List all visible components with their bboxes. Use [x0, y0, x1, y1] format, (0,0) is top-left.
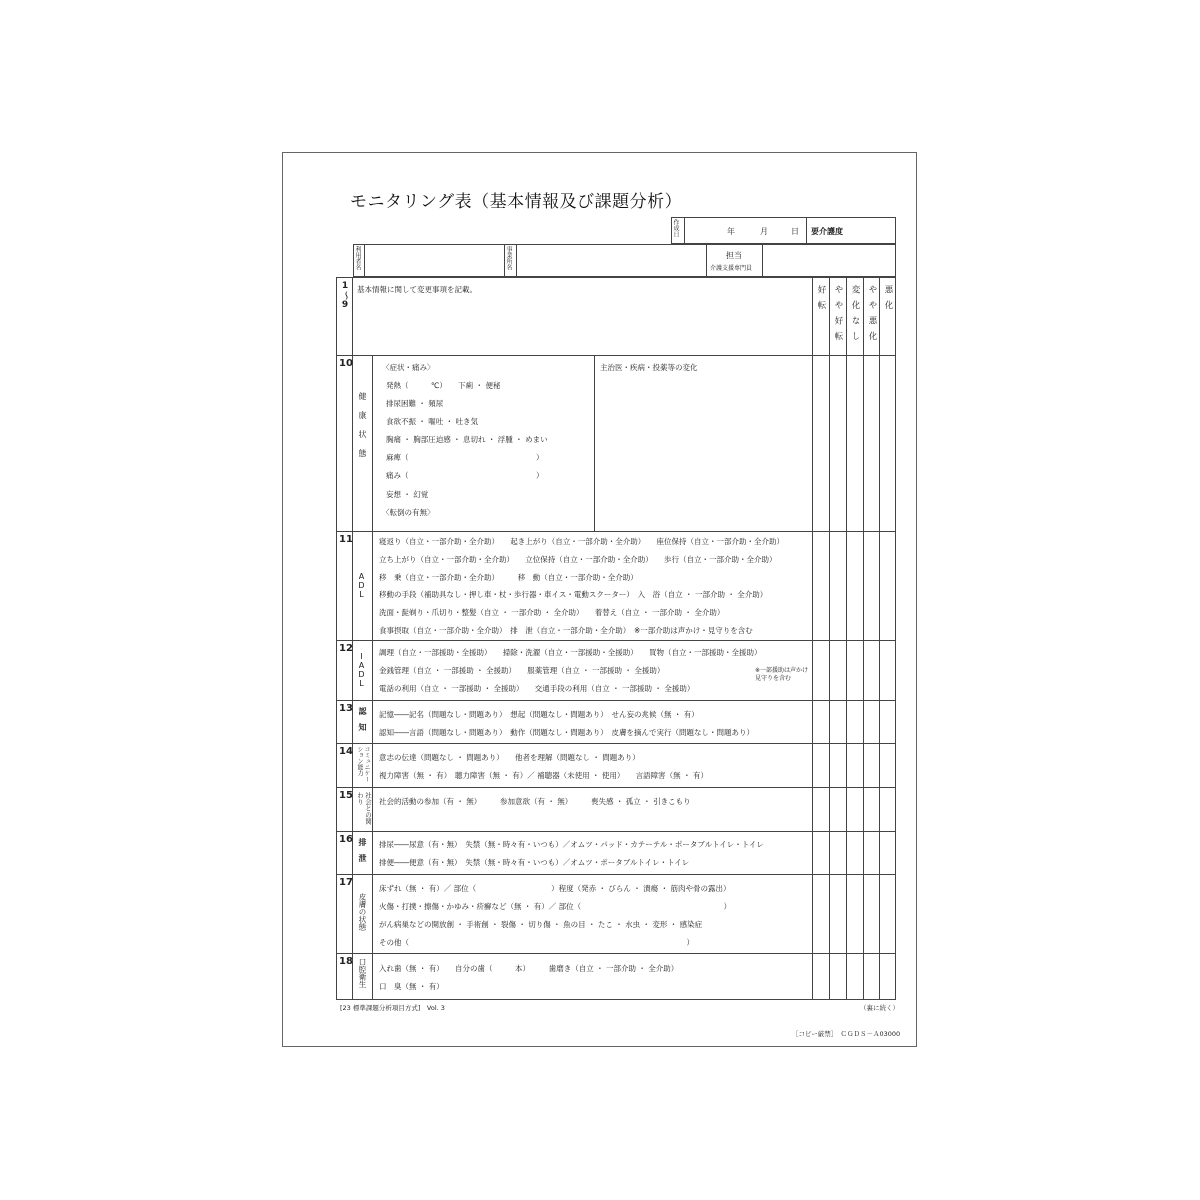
health-line-9: 〈転倒の有無〉 [382, 508, 435, 517]
excretion-line-1: 排尿――尿意（有・無） 失禁（無・時々有・いつも）／オムツ・パッド・カテーテル・ポータブルトイレ・トイレ [379, 840, 764, 849]
section-12-number: 12 [339, 643, 353, 654]
page-title: モニタリング表（基本情報及び課題分析） [350, 192, 683, 212]
adl-line-5: 洗面・髭剃り・爪切り・整髪（自立 ・ 一部介助 ・ 全介助） 着替え（自立 ・ 一部介助 ・ 全介助） [379, 608, 725, 617]
month-label: 月 [760, 227, 768, 236]
skin-line-3: がん病巣などの開放創 ・ 手術創 ・ 裂傷 ・ 切り傷 ・ 魚の目 ・ たこ ・ 水虫 ・ 変形 ・ 感染症 [379, 920, 703, 929]
iadl-line-2: 金銭管理（自立 ・ 一部援助 ・ 全援助） 服薬管理（自立 ・ 一部援助 ・ 全援助） [379, 666, 665, 675]
adl-line-2: 立ち上がり（自立・一部介助・全介助） 立位保持（自立・一部介助・全介助） 歩行（自立・一部介助・全介助） [379, 555, 777, 564]
footer-method-version: [23 標準課題分析項目方式] Vol. 3 [340, 1004, 445, 1012]
section-10-label: 健康状態 [358, 392, 367, 468]
health-line-6: 麻痺（ ） [386, 453, 544, 462]
skin-line-2: 火傷・打撲・擦傷・かゆみ・疥癬など（無 ・ 有）／ 部位（ ） [379, 902, 732, 911]
skin-line-4: その他（ ） [379, 938, 694, 947]
footer-product-code: ［コピー厳禁］ ＣＧＤＳ－Ａ03000 [792, 1030, 901, 1038]
communication-line-1: 意志の伝達（問題なし ・ 問題あり） 他者を理解（問題なし ・ 問題あり） [379, 753, 640, 762]
excretion-line-2: 排便――便意（有・無） 失禁（無・時々有・いつも）／オムツ・ポータブルトイレ・トイレ [379, 858, 690, 867]
section-14-label: コミュニケーション能力 [356, 746, 370, 782]
health-line-5: 胸痛 ・ 胸部圧迫感 ・ 息切れ ・ 浮腫 ・ めまい [386, 435, 548, 444]
user-name-label: 利用者名 [354, 246, 361, 270]
section-15-label: 社会との関わり [356, 792, 372, 825]
office-name-label: 事業所名 [505, 246, 512, 270]
eval-header-improved: 好転 [816, 285, 826, 316]
health-line-8: 妄想 ・ 幻覚 [386, 490, 429, 499]
iadl-note: ※一部援助は声かけ見守りを含む [755, 667, 809, 682]
iadl-line-1: 調理（自立・一部援助・全援助） 掃除・洗濯（自立・一部援助・全援助） 買物（自立・一部援助・全援助） [379, 648, 762, 657]
section-14-number: 14 [339, 746, 353, 757]
eval-header-slightly-worse: やや悪化 [867, 285, 877, 347]
oral-line-1: 入れ歯（無 ・ 有） 自分の歯（ 本） 歯磨き（自立 ・ 一部介助 ・ 全介助） [379, 964, 679, 973]
adl-line-1: 寝返り（自立・一部介助・全介助） 起き上がり（自立・一部介助・全介助） 座位保持（自立・一部介助・全介助） [379, 537, 784, 546]
section-18-label: 口腔衛生 [358, 958, 367, 988]
section-16-number: 16 [339, 834, 353, 845]
footer-continued: （裏に続く） [860, 1004, 899, 1012]
section-10-number: 10 [339, 358, 353, 369]
header-name-box [353, 244, 896, 277]
adl-line-6: 食事摂取（自立・一部介助・全介助） 排 泄（自立・一部介助・全介助） ※一部介助は声かけ・見守りを含む [379, 626, 753, 635]
section-1-9-text: 基本情報に関して変更事項を記載。 [357, 285, 477, 294]
skin-line-1: 床ずれ（無 ・ 有）／ 部位（ ）程度（発赤 ・ びらん ・ 潰瘍 ・ 筋肉や骨の露出） [379, 884, 731, 893]
iadl-line-3: 電話の利用（自立 ・ 一部援助 ・ 全援助） 交通手段の利用（自立 ・ 一部援助 ・ 全援助） [379, 684, 695, 693]
eval-header-no-change: 変化なし [850, 285, 860, 347]
cognition-line-2: 認知――言語（問題なし・問題あり） 動作（問題なし・問題あり） 皮膚を摘んで実行（問題なし・問題あり） [379, 728, 754, 737]
care-level-label: 要介護度 [811, 227, 843, 236]
day-label: 日 [791, 227, 799, 236]
section-16-label: 排泄 [358, 838, 367, 870]
adl-line-3: 移 乗（自立・一部介助・全介助） 移 動（自立・一部介助・全介助） [379, 573, 638, 582]
eval-header-slightly-improved: やや好転 [833, 285, 843, 347]
health-line-3: 排尿困難 ・ 頻尿 [386, 399, 444, 408]
doctor-changes-label: 主治医・疾病・投薬等の変化 [600, 363, 698, 372]
cognition-line-1: 記憶――記名（問題なし・問題あり） 想起（問題なし・問題あり） せん妄の兆候（無 ・ 有） [379, 710, 699, 719]
section-17-label: 皮膚の状態 [358, 893, 367, 931]
header-date-box [671, 217, 896, 244]
health-line-4: 食欲不振 ・ 嘔吐 ・ 吐き気 [386, 417, 479, 426]
section-11-number: 11 [339, 534, 353, 545]
adl-line-4: 移動の手段（補助具なし・押し車・杖・歩行器・車イス・電動スクーター） 入 浴（自立 ・ 一部介助 ・ 全介助） [379, 590, 768, 599]
communication-line-2: 視力障害（無 ・ 有） 聴力障害（無 ・ 有）／ 補聴器（未使用 ・ 使用） 言語障害（無 ・ 有） [379, 771, 708, 780]
eval-header-worse: 悪化 [883, 285, 893, 316]
staff-label: 担当 [726, 251, 742, 260]
section-13-label: 認知 [358, 707, 367, 739]
social-line-1: 社会的活動の参加（有 ・ 無） 参加意欲（有 ・ 無） 喪失感 ・ 孤立 ・ 引きこもり [379, 797, 691, 806]
health-line-2: 発熱（ ℃） 下痢 ・ 便秘 [386, 381, 501, 390]
section-13-number: 13 [339, 703, 353, 714]
section-15-number: 15 [339, 790, 353, 801]
section-18-number: 18 [339, 956, 353, 967]
section-12-label: IADL [357, 652, 366, 688]
health-line-1: 〈症状・痛み〉 [382, 363, 435, 372]
year-label: 年 [727, 227, 735, 236]
created-date-label: 作成日 [672, 219, 679, 237]
section-11-label: ADL [357, 572, 366, 599]
oral-line-2: 口 臭（無 ・ 有） [379, 982, 444, 991]
care-manager-label: 介護支援専門員 [710, 265, 753, 272]
section-1-9-number: 1〜9 [340, 281, 350, 310]
health-line-7: 痛み（ ） [386, 471, 544, 480]
section-17-number: 17 [339, 877, 353, 888]
